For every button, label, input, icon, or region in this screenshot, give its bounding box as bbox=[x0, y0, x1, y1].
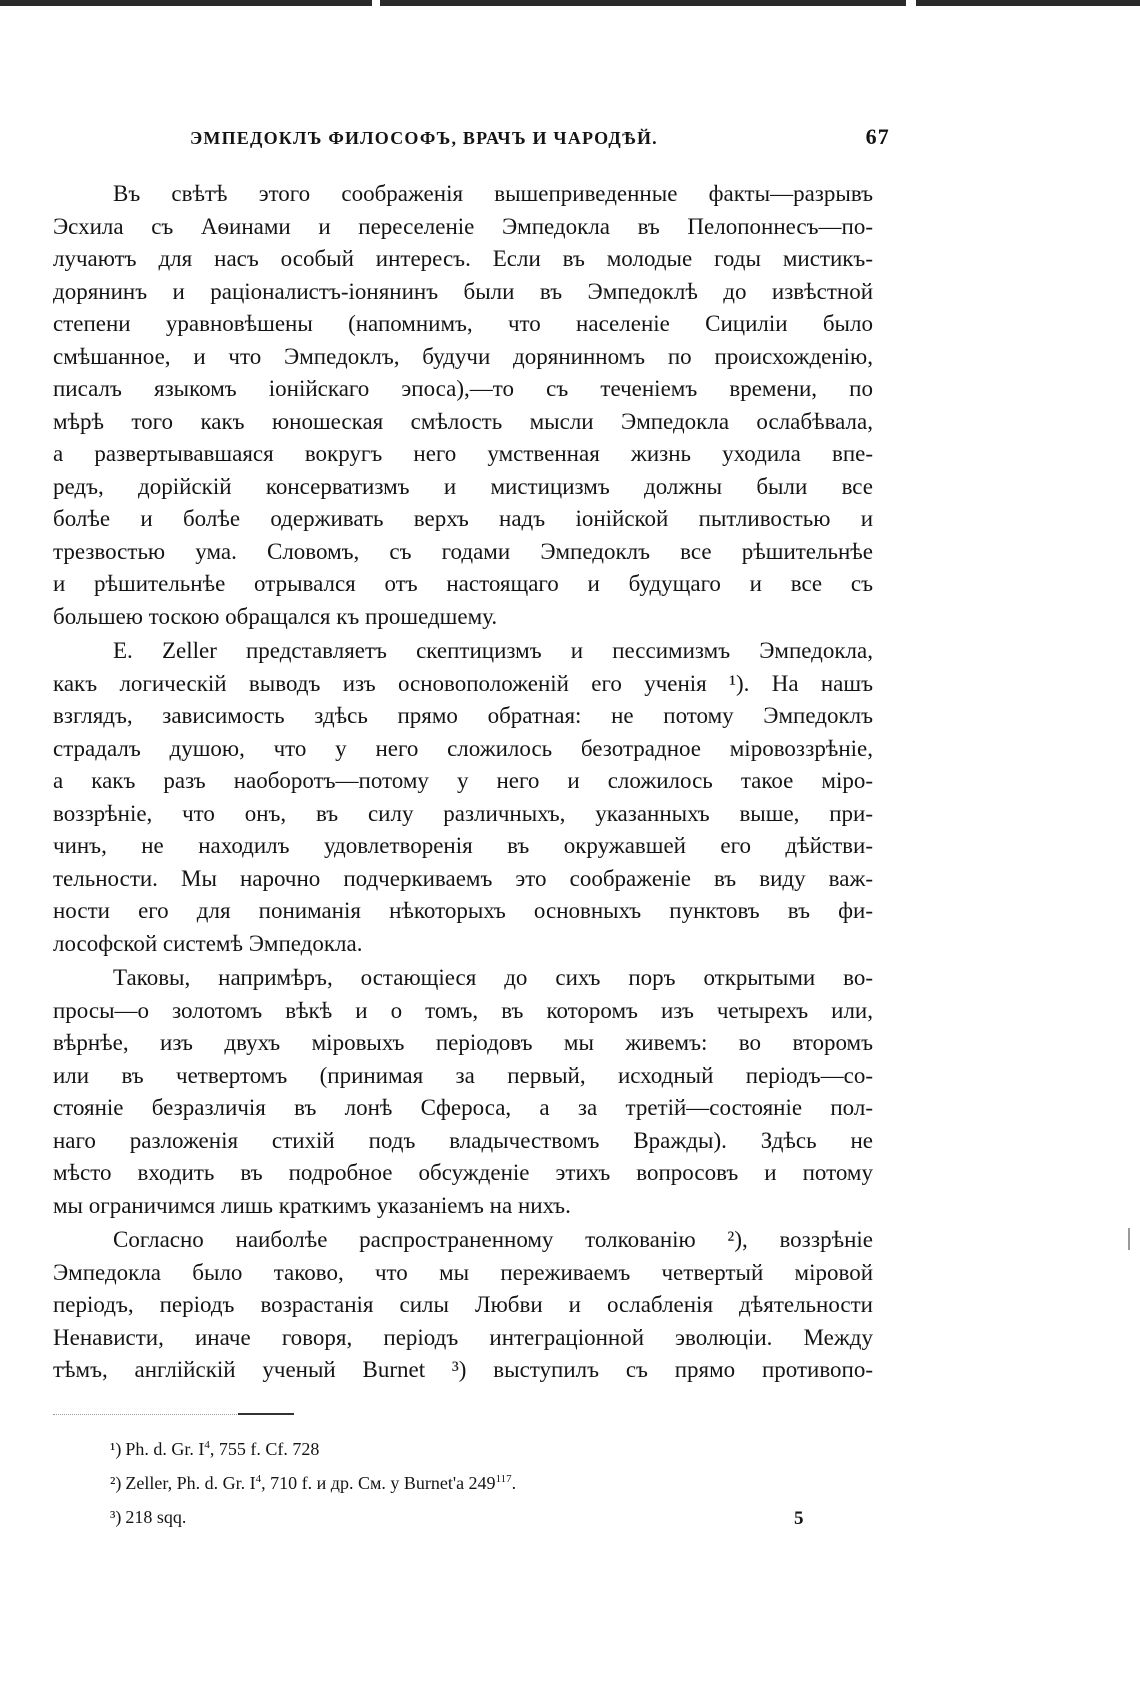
text-line: тѣмъ, англійскій ученый Burnet ³) выступилъ съ прямо противопо- bbox=[53, 1357, 873, 1382]
text-line: редъ, дорійскій консерватизмъ и мистицизмъ должны были все bbox=[53, 473, 873, 499]
paragraph bbox=[53, 178, 873, 633]
page-number: 67 bbox=[865, 124, 890, 149]
footnote-mark: ¹) bbox=[110, 1439, 122, 1459]
text-line: дорянинъ и раціоналистъ-іонянинъ были въ Эмпедоклѣ до извѣстной bbox=[53, 278, 873, 304]
text-line: Таковы, напримѣръ, остающіеся до сихъ поръ открытыми во- bbox=[113, 965, 873, 990]
footnote-sup: 4 bbox=[255, 1473, 262, 1485]
footnotes bbox=[110, 1430, 516, 1532]
text-line: наго разложенія стихій подъ владычествомъ Вражды). Здѣсь не bbox=[53, 1127, 873, 1153]
signature-mark: 5 bbox=[794, 1508, 804, 1529]
text-line: вѣрнѣе, изъ двухъ міровыхъ періодовъ мы живемъ: во второмъ bbox=[53, 1030, 873, 1055]
top-border-gap bbox=[372, 0, 380, 6]
footnote bbox=[110, 1430, 516, 1464]
text-line: степени уравновѣшены (напомнимъ, что населеніе Сициліи было bbox=[53, 311, 873, 336]
text-line: Эсхила съ Аѳинами и переселеніе Эмпедокла въ Пелопоннесъ—по- bbox=[53, 213, 873, 239]
text-line: и рѣшительнѣе отрывался отъ настоящаго и будущаго и все съ bbox=[53, 571, 873, 596]
text-line: лософской системѣ Эмпедокла. bbox=[53, 930, 363, 956]
text-line: или въ четвертомъ (принимая за первый, исходный періодъ—со- bbox=[53, 1062, 873, 1088]
top-border-gap bbox=[906, 0, 916, 6]
text-line: а какъ разъ наоборотъ—потому у него и сложилось такое міро- bbox=[53, 768, 873, 793]
footnote-mark: ³) bbox=[110, 1507, 122, 1527]
footnote bbox=[110, 1498, 516, 1532]
text-line: Ненависти, иначе говоря, періодъ интеграціонной эволюціи. Между bbox=[53, 1324, 873, 1350]
footnote-sup: 117 bbox=[495, 1473, 512, 1485]
text-line: Въ свѣтѣ этого соображенія вышеприведенные факты—разрывъ bbox=[113, 181, 873, 206]
text-line: трезвостью ума. Словомъ, съ годами Эмпедоклъ все рѣшительнѣе bbox=[53, 538, 873, 564]
text-line: писалъ языкомъ іонійскаго эпоса),—то съ теченіемъ времени, по bbox=[53, 376, 873, 401]
text-line: стояніе безразличія въ лонѣ Сфероса, а за третій—состояніе пол- bbox=[53, 1095, 873, 1120]
page-title: ЭМПЕДОКЛЪ ФИЛОСОФЪ, ВРАЧЪ И ЧАРОДѢЙ. bbox=[190, 128, 658, 148]
text-line: тельности. Мы нарочно подчеркиваемъ это соображеніе въ виду важ- bbox=[53, 865, 873, 891]
text-line: смѣшанное, и что Эмпедоклъ, будучи дорянинномъ по происхожденію, bbox=[53, 343, 873, 369]
text-line: страдалъ душою, что у него сложилось безотрадное міровоззрѣніе, bbox=[53, 735, 873, 761]
footnote-rule bbox=[238, 1413, 294, 1415]
footnote-text: , 710 f. и др. См. у Burnet'а 249 bbox=[261, 1473, 496, 1493]
text-line: мѣрѣ того какъ юношеская смѣлость мысли Эмпедокла ослабѣвала, bbox=[53, 408, 873, 434]
text-line: просы—о золотомъ вѣкѣ и о томъ, въ которомъ изъ четырехъ или, bbox=[53, 997, 873, 1023]
text-line: E. Zeller представляетъ скептицизмъ и пессимизмъ Эмпедокла, bbox=[113, 638, 873, 663]
footnote bbox=[110, 1464, 516, 1498]
text-line: ности его для пониманія нѣкоторыхъ основныхъ пунктовъ въ фи- bbox=[53, 898, 873, 923]
text-line: болѣе и болѣе одерживать верхъ надъ іонійской пытливостью и bbox=[53, 506, 873, 531]
footnote-text: . bbox=[511, 1473, 517, 1493]
footnote-mark: ²) bbox=[110, 1473, 122, 1493]
text-line: взглядъ, зависимость здѣсь прямо обратная: не потому Эмпедоклъ bbox=[53, 703, 873, 728]
running-head bbox=[190, 120, 890, 154]
text-line: а развертывавшаяся вокругъ него умственная жизнь уходила впе- bbox=[53, 441, 873, 466]
paragraph bbox=[53, 635, 873, 960]
body-text bbox=[53, 178, 873, 1387]
text-line: чинъ, не находилъ удовлетворенія въ окружавшей его дѣйстви- bbox=[53, 833, 873, 858]
text-line: Согласно наиболѣе распространенному толкованію ²), воззрѣніе bbox=[113, 1227, 873, 1252]
margin-mark bbox=[1128, 1228, 1130, 1250]
text-line: мѣсто входить въ подробное обсужденіе этихъ вопросовъ и потому bbox=[53, 1160, 873, 1185]
footnote-text: 218 sqq. bbox=[125, 1507, 187, 1527]
footnote-text: , 755 f. Cf. 728 bbox=[209, 1439, 320, 1459]
paragraph bbox=[53, 1224, 873, 1387]
text-line: большею тоскою обращался къ прошедшему. bbox=[53, 603, 498, 629]
text-line: воззрѣніе, что онъ, въ силу различныхъ, указанныхъ выше, при- bbox=[53, 800, 873, 826]
top-border-rule bbox=[0, 0, 1140, 6]
paragraph bbox=[53, 962, 873, 1222]
text-line: какъ логическій выводъ изъ основоположеній его ученія ¹). На нашъ bbox=[53, 670, 873, 696]
footnote-text: Zeller, Ph. d. Gr. I bbox=[125, 1473, 256, 1493]
text-line: мы ограничимся лишь краткимъ указаніемъ на нихъ. bbox=[53, 1192, 571, 1218]
footnote-text: Ph. d. Gr. I bbox=[125, 1439, 205, 1459]
text-line: періодъ, періодъ возрастанія силы Любви и ослабленія дѣятельности bbox=[53, 1292, 873, 1317]
text-line: Эмпедокла было таково, что мы переживаемъ четвертый міровой bbox=[53, 1259, 873, 1285]
footnote-sup: 4 bbox=[204, 1439, 210, 1451]
text-line: лучаютъ для насъ особый интересъ. Если въ молодые годы мистикъ- bbox=[53, 246, 873, 271]
